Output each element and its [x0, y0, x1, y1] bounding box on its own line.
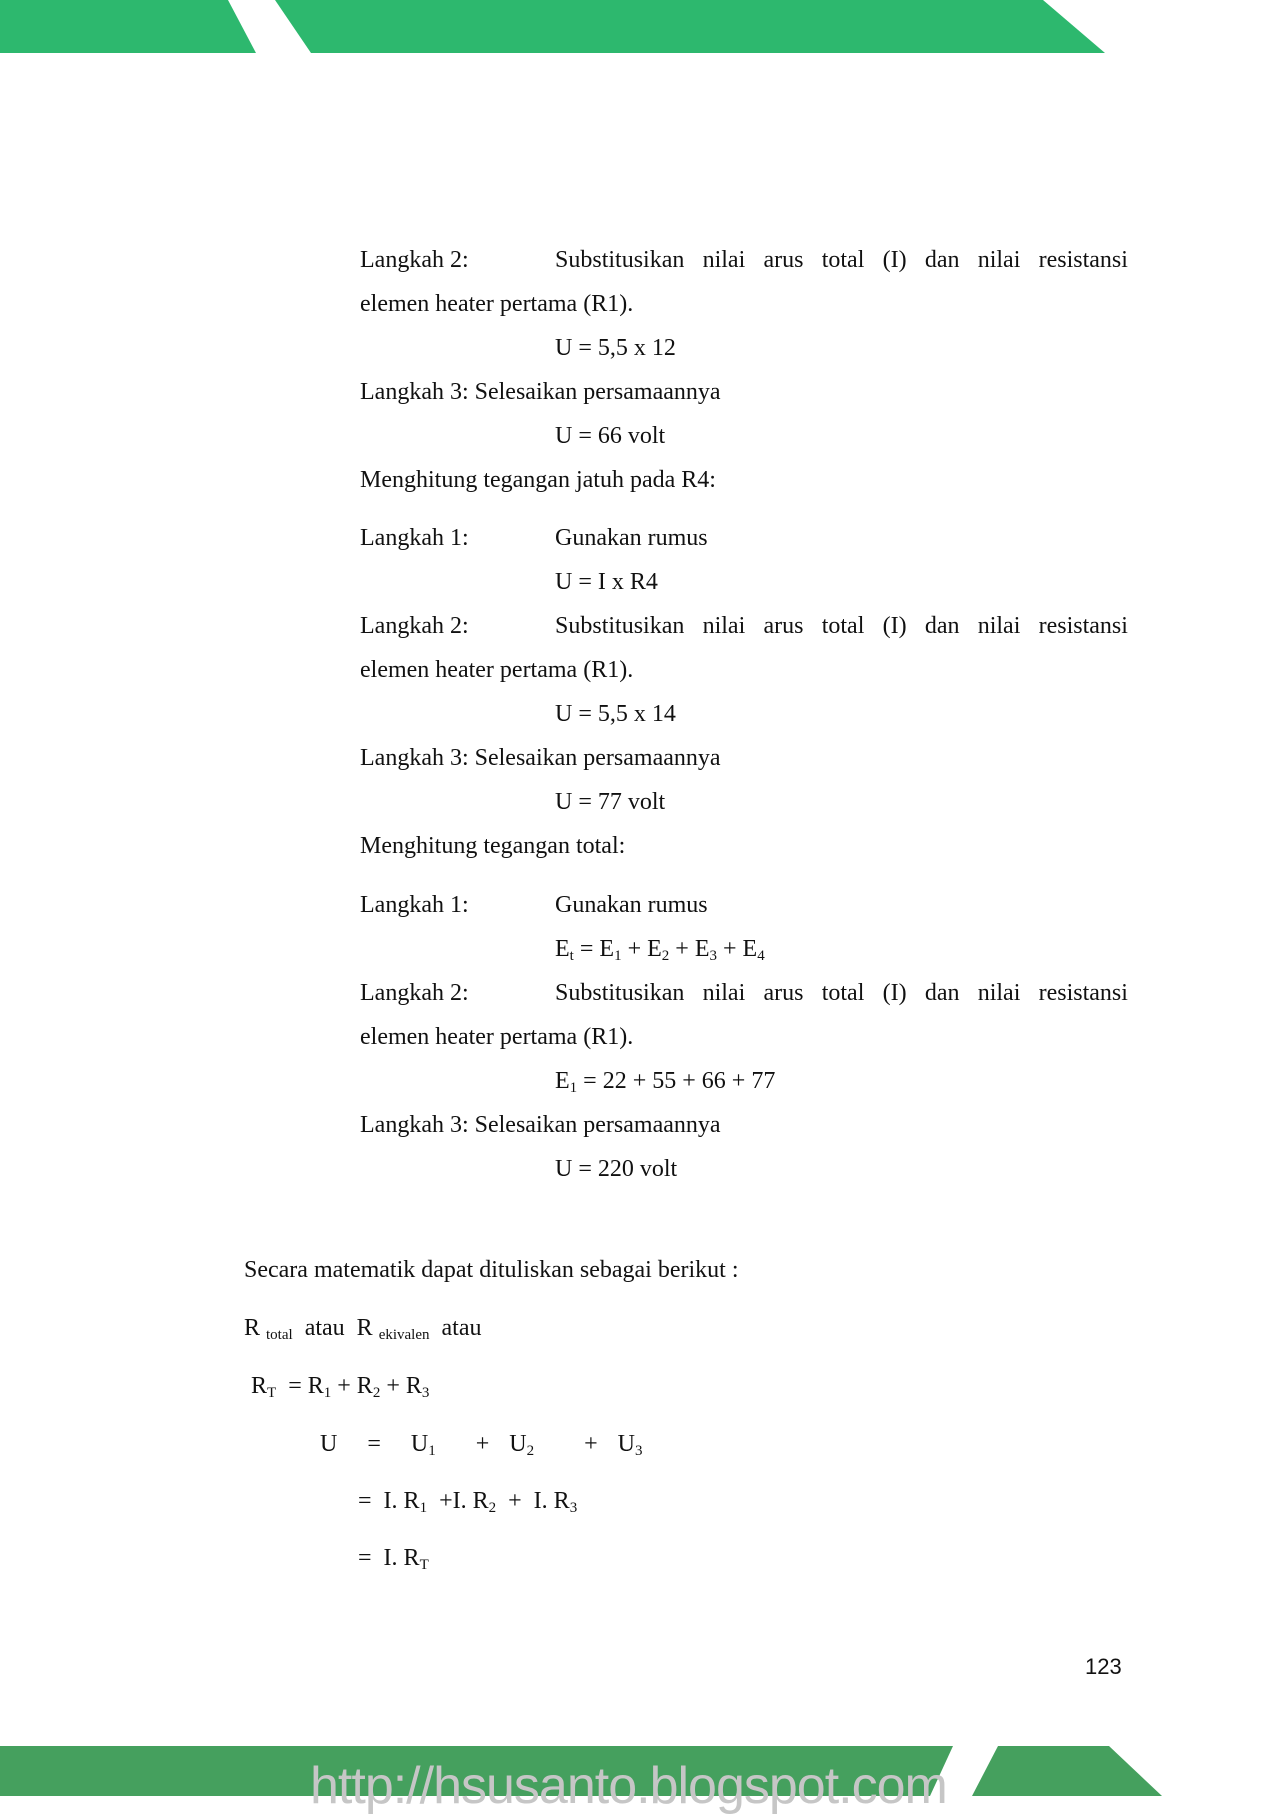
step-text	[555, 611, 1128, 641]
step-label: Langkah 2:	[360, 247, 469, 273]
word: total	[821, 613, 865, 639]
step-line: Langkah 3: Selesaikan persamaannya	[360, 745, 721, 771]
step-label: Langkah 2:	[360, 613, 469, 639]
ir-formula: = I. $R_1 +I$. $R_2 + I$. $R_3$	[358, 1488, 578, 1516]
word: nilai	[702, 613, 746, 639]
word: arus	[763, 247, 804, 273]
step-label: Langkah 2:	[360, 980, 469, 1006]
step-continuation: elemen heater pertama (R1).	[360, 1024, 634, 1050]
word: total	[821, 247, 865, 273]
section-heading: Menghitung tegangan jatuh pada R4:	[360, 467, 716, 493]
page-number: 123	[1085, 1654, 1122, 1679]
top-banner	[0, 0, 1272, 56]
word: nilai	[977, 980, 1021, 1006]
equation: U = 5,5 x 14	[555, 701, 676, 727]
irt-formula: = I. $R_T$	[358, 1545, 429, 1573]
word: Substitusikan	[555, 613, 685, 639]
word: arus	[763, 980, 804, 1006]
step-line	[360, 978, 1128, 1008]
step-text	[555, 245, 1128, 275]
step-text: Gunakan rumus	[555, 525, 708, 551]
step-line	[360, 611, 1128, 641]
word: (I)	[882, 980, 907, 1006]
word: total	[821, 980, 865, 1006]
word: resistansi	[1038, 980, 1128, 1006]
word: nilai	[702, 980, 746, 1006]
result: U = 77 volt	[555, 789, 666, 815]
step-text: Gunakan rumus	[555, 892, 708, 918]
u-formula: U = $U_1$ + $U_2$ + $U_3$	[320, 1431, 643, 1459]
word: resistansi	[1038, 247, 1128, 273]
result: U = 66 volt	[555, 423, 666, 449]
word: dan	[924, 980, 960, 1006]
formula: $E_t = E_1 + E_2 + E_3 + E_4$	[555, 936, 765, 964]
step-label: Langkah 1:	[360, 892, 469, 918]
equation: U = 5,5 x 12	[555, 335, 676, 361]
step-line: Langkah 3: Selesaikan persamaannya	[360, 379, 721, 405]
formula: U = I x R4	[555, 569, 658, 595]
section-heading: Menghitung tegangan total:	[360, 833, 626, 859]
word: arus	[763, 613, 804, 639]
word: Substitusikan	[555, 247, 685, 273]
word: (I)	[882, 247, 907, 273]
resistance-names: R $_{total}$ atau R $_{ekivalen}$ atau	[244, 1315, 482, 1343]
step-line: Langkah 3: Selesaikan persamaannya	[360, 1112, 721, 1138]
word: dan	[924, 247, 960, 273]
word: nilai	[977, 613, 1021, 639]
word: resistansi	[1038, 613, 1128, 639]
word: nilai	[977, 247, 1021, 273]
step-continuation: elemen heater pertama (R1).	[360, 291, 634, 317]
result: U = 220 volt	[555, 1156, 678, 1182]
watermark: http://hsusanto.blogspot.com	[310, 1757, 947, 1815]
rt-formula: $R_T = R_1 + R_2 + R_3$	[251, 1373, 430, 1401]
step-label: Langkah 1:	[360, 525, 469, 551]
equation: $E_1 = 22 + 55 + 66 + 77$	[555, 1068, 776, 1096]
step-continuation: elemen heater pertama (R1).	[360, 657, 634, 683]
word: nilai	[702, 247, 746, 273]
word: (I)	[882, 613, 907, 639]
step-text	[555, 978, 1128, 1008]
word: Substitusikan	[555, 980, 685, 1006]
word: dan	[924, 613, 960, 639]
math-intro: Secara matematik dapat dituliskan sebagai berikut :	[244, 1257, 739, 1283]
step-line	[360, 245, 1128, 275]
